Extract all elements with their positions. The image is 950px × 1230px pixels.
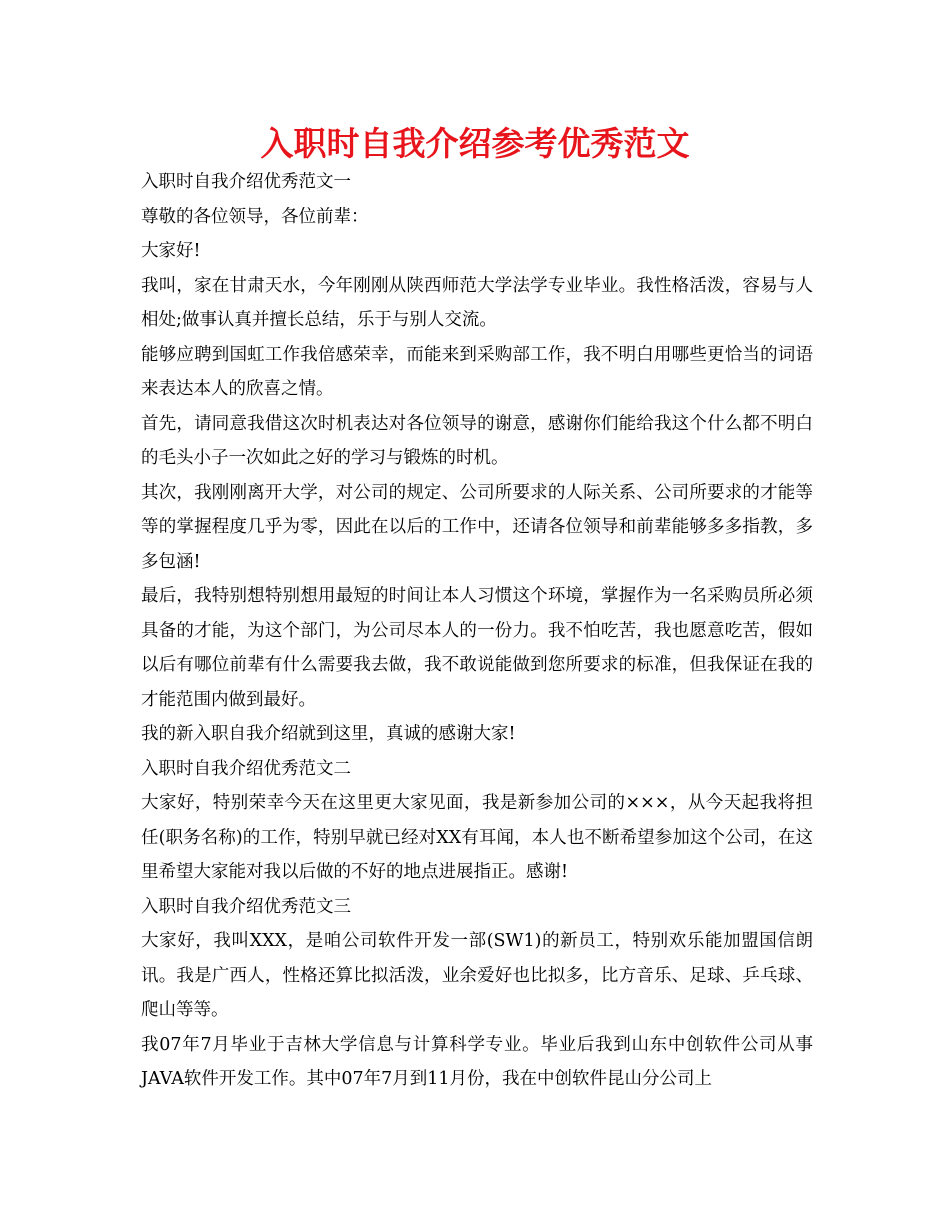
paragraph-salutation: 尊敬的各位领导，各位前辈： — [141, 206, 369, 227]
paragraph: 大家好，我叫XXX，是咱公司软件开发一部(SW1)的新员工，特别欢乐能加盟国信朗讯。我是广西人，性格还算比拟活泼，业余爱好也比拟多，比方音乐、足球、乒乓球、爬山等等。 — [141, 931, 813, 1020]
paragraph-greeting: 大家好! — [141, 241, 201, 261]
section-heading-1: 入职时自我介绍优秀范文一 — [141, 172, 351, 192]
paragraph: 首先，请同意我借这次时机表达对各位领导的谢意，感谢你们能给我这个什么都不明白的毛头小子一次如此之好的学习与锻炼的时机。 — [141, 413, 813, 468]
section-heading-3: 入职时自我介绍优秀范文三 — [141, 896, 351, 917]
document-title: 入职时自我介绍参考优秀范文 — [260, 124, 690, 163]
section-heading-2: 入职时自我介绍优秀范文二 — [141, 758, 351, 779]
document-body — [141, 165, 813, 1097]
paragraph: 其次，我刚刚离开大学，对公司的规定、公司所要求的人际关系、公司所要求的才能等等的掌握程度几乎为零，因此在以后的工作中，还请各位领导和前辈能够多多指教，多多包涵! — [141, 482, 813, 572]
paragraph: 我07年7月毕业于吉林大学信息与计算科学专业。毕业后我到山东中创软件公司从事JAVA软件开发工作。其中07年7月到11月份，我在中创软件昆山分公司上 — [141, 1034, 813, 1089]
paragraph: 能够应聘到国虹工作我倍感荣幸，而能来到采购部工作，我不明白用哪些更恰当的词语来表达本人的欣喜之情。 — [141, 344, 813, 399]
paragraph: 我的新入职自我介绍就到这里，真诚的感谢大家! — [141, 724, 516, 744]
paragraph: 我叫，家在甘肃天水，今年刚刚从陕西师范大学法学专业毕业。我性格活泼，容易与人相处;做事认真并擅长总结，乐于与别人交流。 — [141, 275, 813, 330]
paragraph: 最后，我特别想特别想用最短的时间让本人习惯这个环境，掌握作为一名采购员所必须具备的才能，为这个部门，为公司尽本人的一份力。我不怕吃苦，我也愿意吃苦，假如以后有哪位前辈有什么需要我去做，我不敢说能做到您所要求的标准，但我保证在我的才能范围内做到最好。 — [141, 586, 813, 710]
paragraph: 大家好，特别荣幸今天在这里更大家见面，我是新参加公司的×××，从今天起我将担任(职务名称)的工作，特别早就已经对XX有耳闻，本人也不断希望参加这个公司，在这里希望大家能对我以后做的不好的地点进展指正。感谢! — [141, 793, 813, 882]
